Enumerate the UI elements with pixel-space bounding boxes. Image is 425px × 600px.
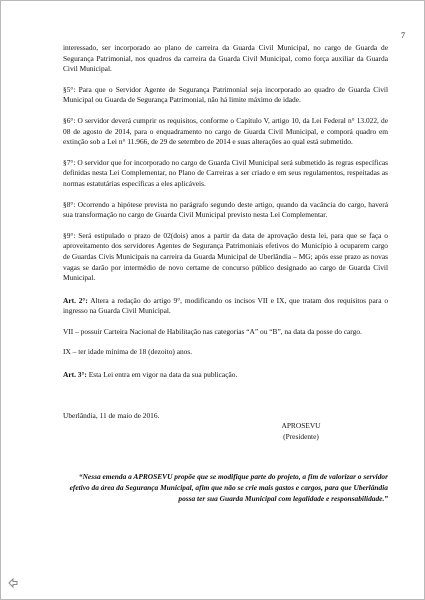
paragraph-item-ix: IX – ter idade mínima de 18 (dezoito) anos. <box>63 347 193 357</box>
paragraph-section-5: §5°: Para que o Servidor Agente de Segurança Patrimonial seja incorporado ao quadro de Guarda Civil Municipal ou Guarda de Segurança Patrimonial, não há limite máximo de idade. <box>63 84 388 105</box>
signature-role: (Presidente) <box>283 431 319 441</box>
article-3-text: Esta Lei entra em vigor na data da sua publicação. <box>86 370 238 380</box>
paragraph-article-3 <box>63 370 388 381</box>
paragraph-section-7: §7°: O servidor que for incorporado no cargo de Guarda Civil Municipal será submetido às regras específicas definidas nesta Lei Complementar, no Plano de Carreiras a ser criado e em seus regulamentos, respeitadas as normas estatutárias específicas a eles aplicáveis. <box>63 157 388 188</box>
back-arrow-icon[interactable] <box>7 577 19 589</box>
paragraph-section-9: §9°: Será estipulado o prazo de 02(dois) anos a partir da data de aprovação desta lei, para que se faça o aproveitamento dos servidores Agentes de Segurança Patrimoniais efetivos do Município à ocuparem cargo de Guardas Civis Municipais na carreira da Guarda Municipal de Uberlândia – MG; após esse prazo as novas vagas se darão por intermédio de novo certame de concurso público designado ao cargo de Guarda Civil Municipal. <box>63 230 388 283</box>
paragraph-item-vii: VII – possuir Carteira Nacional de Habilitação nas categorias “A” ou “B”, na data da posse do cargo. <box>63 326 362 336</box>
signature-org: APROSEVU <box>281 421 321 431</box>
article-3-label: Art. 3°: <box>63 370 87 380</box>
paragraph-section-6: §6°: O servidor deverá cumprir os requisitos, conforme o Capítulo V, artigo 10, da Lei Federal n° 13.022, de 08 de agosto de 2014, para o enquadramento no cargo de Guarda Civil Municipal, e comporá quadro em extinção sob a Lei n° 11.966, de 29 de setembro de 2014 e suas alterações ao qual está submetido. <box>63 115 388 147</box>
amendment-note: “Nessa emenda a APROSEVU propõe que se modifique parte do projeto, a fim de valorizar o servidor efetivo da área da Segurança Municipal, afim que não se crie mais gastos e cargos, para que Uberlândia possa ter sua Guarda Municipal com legalidade e responsabilidade.” <box>69 472 388 504</box>
place-date: Uberlândia, 11 de maio de 2016. <box>63 410 160 420</box>
document-body <box>63 43 388 505</box>
paragraph-section-8: §8°: Ocorrendo a hipótese prevista no parágrafo segundo deste artigo, quando da vacância do cargo, haverá sua transformação no cargo de Guarda Civil Municipal previsto nesta Lei Complementar. <box>63 199 388 220</box>
page-number: 7 <box>401 31 405 40</box>
article-2-label: Art. 2°: <box>63 295 88 305</box>
article-2-text: Altera a redação do artigo 9°, modificando os incisos VII e IX, que tratam dos requisitos para o ingresso na Guarda Civil Municipal. <box>63 295 389 316</box>
signature-block <box>261 421 341 442</box>
paragraph-continuation: interessado, ser incorporado ao plano de carreira da Guarda Civil Municipal, no cargo de Guarda de Segurança Patrimonial, nos quadros da carreira da Guarda Civil Municipal, como força auxiliar da Guarda Civil Municipal. <box>63 43 388 74</box>
paragraph-article-2 <box>63 296 388 317</box>
